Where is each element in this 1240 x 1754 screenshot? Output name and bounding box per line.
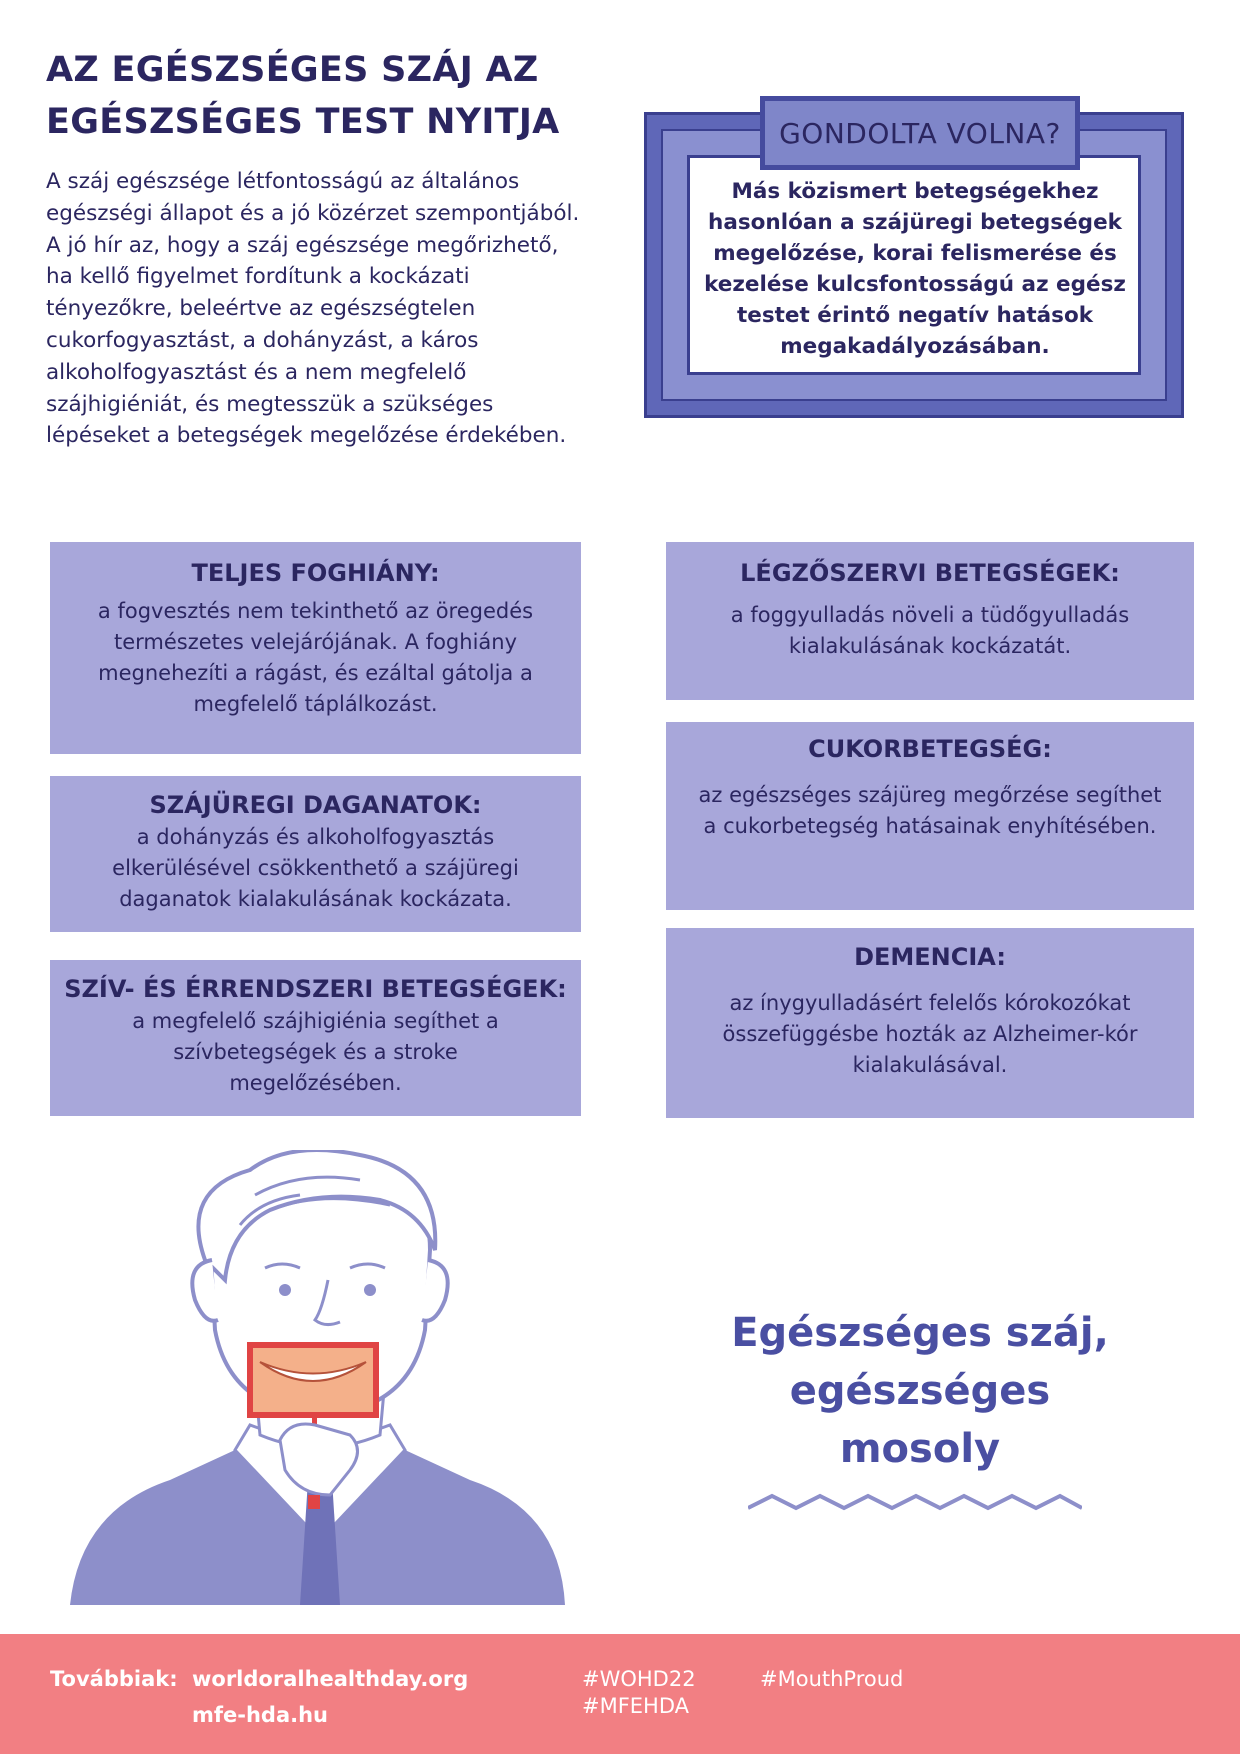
hashtag-wohd22: #WOHD22 xyxy=(582,1667,696,1691)
zigzag-decoration xyxy=(748,1490,1082,1514)
slogan-line-1: Egészséges száj, xyxy=(731,1310,1109,1356)
footer xyxy=(0,1634,1240,1754)
slogan-line-2: egészséges xyxy=(789,1368,1051,1414)
footer-link-mfe-hda[interactable]: mfe-hda.hu xyxy=(192,1703,329,1727)
slogan-line-3: mosoly xyxy=(839,1426,1001,1472)
info-box-text: a foggyulladás növeli a tüdőgyulladás kialakulásának kockázatát. xyxy=(730,603,1130,658)
hashtag-mfehda: #MFEHDA xyxy=(582,1694,690,1718)
info-box-respiratory xyxy=(666,542,1194,700)
info-box-cardiovascular xyxy=(50,960,581,1116)
smiling-man-illustration xyxy=(60,1150,580,1610)
info-box-text: a megfelelő szájhigiénia segíthet a szívbetegségek és a stroke megelőzésében. xyxy=(132,1009,499,1095)
hashtag-mouthproud: #MouthProud xyxy=(760,1667,904,1691)
info-box-text: az ínygyulladásért felelős kórokozókat összefüggésbe hozták az Alzheimer-kór kialakulásával. xyxy=(722,991,1138,1077)
info-box-text: az egészséges szájüreg megőrzése segíthet a cukorbetegség hatásainak enyhítésében. xyxy=(698,783,1162,838)
info-box-tooth-loss xyxy=(50,542,581,754)
info-box-text: a fogvesztés nem tekinthető az öregedés természetes velejárójának. A foghiány megnehezíti a rágást, és ezáltal gátolja a megfelelő táplálkozást. xyxy=(97,599,534,716)
title-line-2: EGÉSZSÉGES TEST NYITJA xyxy=(46,102,560,142)
info-box-diabetes xyxy=(666,722,1194,910)
info-box-oral-cancer xyxy=(50,776,581,932)
intro-paragraph: A száj egészsége létfontosságú az általános egészségi állapot és a jó közérzet szempontjából. A jó hír az, hogy a száj egészsége megőrizhető, ha kellő figyelmet fordítunk a kockázati tényezőkre, beleértve az egészségtelen cukorfogyasztást, a dohányzást, a káros alkoholfogyasztást és a nem megfelelő szájhigiéniát, és megtesszük a szükséges lépéseket a betegségek megelőzése érdekében. xyxy=(46,169,580,449)
footer-label: Továbbiak: xyxy=(50,1667,178,1691)
info-box-title: DEMENCIA: xyxy=(854,943,1006,971)
info-box-text: a dohányzás és alkoholfogyasztás elkerülésével csökkenthető a szájüregi daganatok kialakulásának kockázata. xyxy=(112,825,519,911)
callout-title: GONDOLTA VOLNA? xyxy=(760,96,1080,170)
title-line-1: AZ EGÉSZSÉGES SZÁJ AZ xyxy=(46,50,539,90)
info-box-title: SZÍV- ÉS ÉRRENDSZERI BETEGSÉGEK: xyxy=(64,975,567,1003)
slogan xyxy=(700,1304,1140,1478)
info-box-title: TELJES FOGHIÁNY: xyxy=(191,559,440,587)
info-box-dementia xyxy=(666,928,1194,1118)
page-title xyxy=(46,44,606,148)
info-box-title: LÉGZŐSZERVI BETEGSÉGEK: xyxy=(740,559,1120,587)
footer-link-worldoralhealthday[interactable]: worldoralhealthday.org xyxy=(192,1667,469,1691)
info-box-title: SZÁJÜREGI DAGANATOK: xyxy=(149,791,482,819)
info-box-title: CUKORBETEGSÉG: xyxy=(808,735,1052,763)
callout-text: Más közismert betegségekhez hasonlóan a szájüregi betegségek megelőzése, korai felismerése és kezelése kulcsfontosságú az egész testet érintő negatív hatások megakadályozásában. xyxy=(704,179,1126,359)
